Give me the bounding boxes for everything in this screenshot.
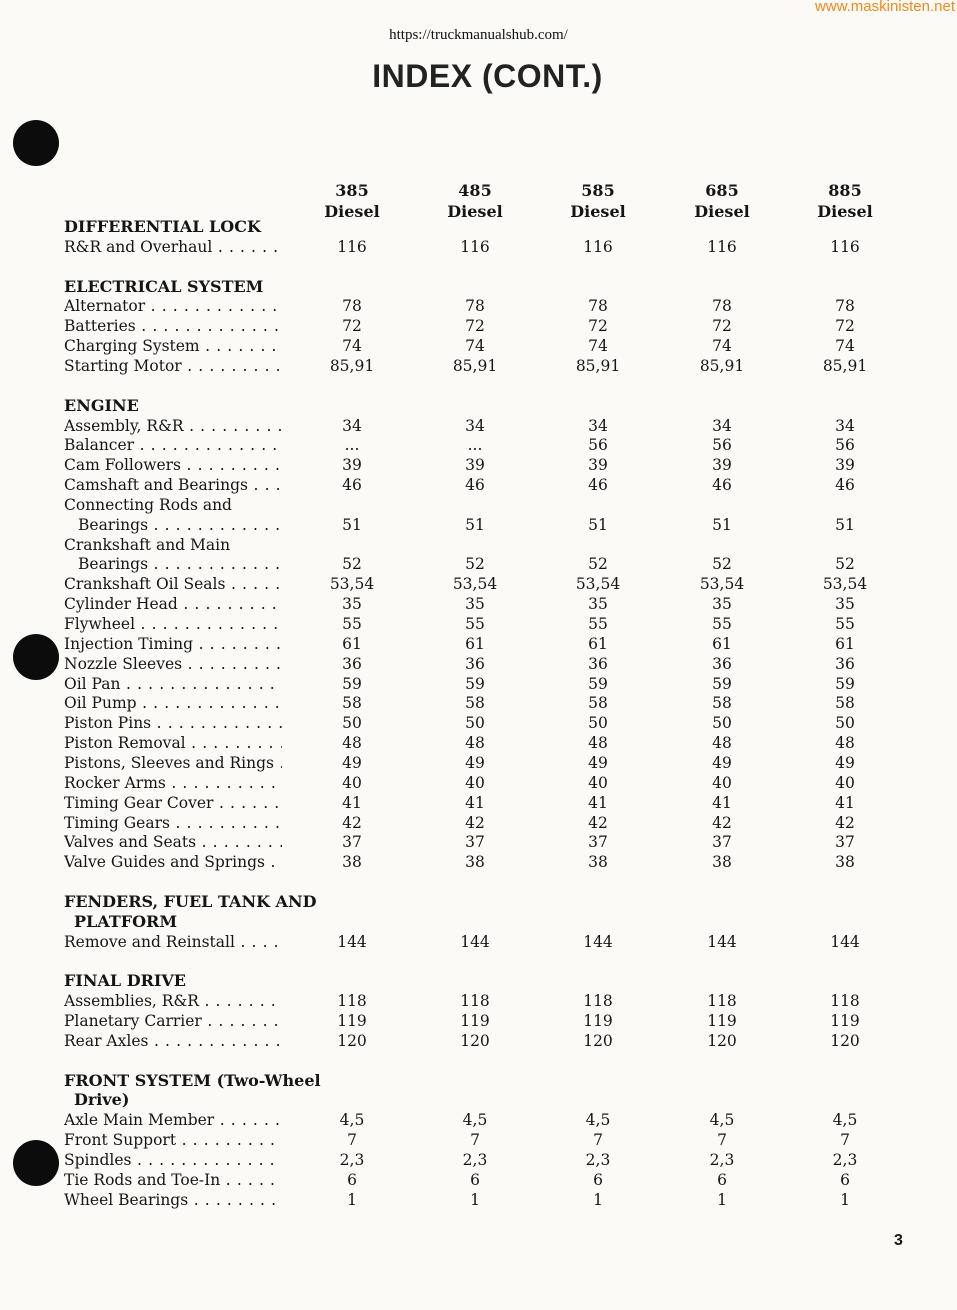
- index-entry-row: [64, 634, 944, 654]
- index-entry-row: [64, 693, 944, 713]
- page-ref-585: 85,91: [575, 356, 621, 375]
- page-ref-685: 116: [707, 237, 737, 256]
- page-ref-585: 41: [588, 793, 608, 812]
- page-ref-585: 39: [588, 456, 608, 475]
- page-ref-885: 49: [835, 753, 855, 772]
- page-ref-585: 6: [593, 1170, 603, 1189]
- page-ref-585: 144: [583, 932, 613, 951]
- column-type: Diesel: [817, 202, 873, 221]
- page-ref-385: 38: [342, 853, 362, 872]
- page-ref-885: 58: [835, 694, 855, 713]
- column-header-485: [430, 180, 520, 222]
- index-entry-row: [64, 1190, 944, 1210]
- page-ref-885: 78: [835, 297, 855, 316]
- section-heading-row: [64, 971, 944, 991]
- page-ref-885: 144: [830, 932, 860, 951]
- page-ref-485: 34: [465, 416, 485, 435]
- page-ref-685: 37: [712, 833, 732, 852]
- entry-label: Timing Gears . . .: [64, 813, 282, 833]
- page-ref-685: 34: [712, 416, 732, 435]
- page-ref-685: 2,3: [709, 1150, 735, 1169]
- section-heading: PLATFORM: [74, 911, 178, 931]
- page-ref-485: 50: [465, 714, 485, 733]
- entry-label: Camshaft and Bearings . . .: [64, 475, 282, 495]
- page-ref-685: 40: [712, 773, 732, 792]
- entry-label: Crankshaft and Main: [64, 535, 231, 554]
- page-ref-385: 34: [342, 416, 362, 435]
- page-ref-585: 116: [583, 237, 613, 256]
- entry-label: Balancer . . .: [64, 435, 282, 455]
- page-ref-585: 2,3: [585, 1150, 611, 1169]
- entry-label: Valve Guides and Springs . . .: [64, 852, 282, 872]
- column-header-385: [307, 180, 397, 222]
- page-ref-585: 34: [588, 416, 608, 435]
- page-ref-585: 56: [588, 436, 608, 455]
- page-ref-485: 35: [465, 595, 485, 614]
- page-ref-885: 74: [835, 337, 855, 356]
- page-ref-485: 7: [470, 1131, 480, 1150]
- entry-label: Wheel Bearings . . .: [64, 1190, 282, 1210]
- entry-label: Injection Timing . . .: [64, 634, 282, 654]
- column-model: 585: [581, 181, 615, 200]
- page-ref-585: 50: [588, 714, 608, 733]
- entry-label: Alternator . . .: [64, 296, 282, 316]
- entry-label: Tie Rods and Toe-In . . .: [64, 1170, 282, 1190]
- page-ref-585: 42: [588, 813, 608, 832]
- page-ref-885: 56: [835, 436, 855, 455]
- index-entry-row: [64, 475, 944, 495]
- entry-label: Oil Pan . . .: [64, 674, 282, 694]
- page-ref-485: 74: [465, 337, 485, 356]
- page-ref-885: 42: [835, 813, 855, 832]
- page-ref-585: 35: [588, 595, 608, 614]
- page-ref-885: 6: [840, 1170, 850, 1189]
- index-entry-row: [64, 336, 944, 356]
- page-ref-385: 49: [342, 753, 362, 772]
- column-type: Diesel: [570, 202, 626, 221]
- page-ref-485: 118: [460, 992, 490, 1011]
- page-ref-485: 144: [460, 932, 490, 951]
- watermark-text: www.maskinisten.net: [814, 0, 955, 15]
- page-ref-585: 120: [583, 1031, 613, 1050]
- page-ref-485: 49: [465, 753, 485, 772]
- page-ref-485: 6: [470, 1170, 480, 1189]
- page-ref-585: 78: [588, 297, 608, 316]
- page-ref-485: 1: [470, 1190, 480, 1209]
- page-ref-385: 55: [342, 615, 362, 633]
- page-ref-885: 119: [830, 1012, 860, 1030]
- page-ref-685: 119: [707, 1012, 737, 1030]
- page-ref-885: 34: [835, 416, 855, 435]
- page-ref-585: 48: [588, 734, 608, 753]
- page-ref-385: 40: [342, 773, 362, 792]
- entry-label: Charging System . . .: [64, 336, 282, 356]
- page-ref-585: 118: [583, 992, 613, 1011]
- page-ref-485: 78: [465, 297, 485, 316]
- page-ref-585: 74: [588, 337, 608, 356]
- section-heading: FRONT SYSTEM (Two-Wheel: [64, 1070, 321, 1090]
- page-ref-585: 46: [588, 476, 608, 495]
- column-header-585: [553, 180, 643, 222]
- index-entry-row: [64, 535, 944, 555]
- page-ref-485: 119: [460, 1012, 490, 1030]
- page-ref-885: 1: [840, 1190, 850, 1209]
- page-ref-485: 116: [460, 237, 490, 256]
- page-ref-585: 58: [588, 694, 608, 713]
- binder-hole-middle: [13, 634, 59, 680]
- page-ref-385: ...: [344, 436, 360, 455]
- page-ref-585: 38: [588, 853, 608, 872]
- index-entry-row: [64, 574, 944, 594]
- page-ref-585: 37: [588, 833, 608, 852]
- page-ref-885: 41: [835, 793, 855, 812]
- page-ref-685: 38: [712, 853, 732, 872]
- entry-label: Flywheel . . .: [64, 614, 282, 634]
- page-ref-685: 46: [712, 476, 732, 495]
- page-ref-485: 39: [465, 456, 485, 475]
- page-ref-585: 59: [588, 674, 608, 693]
- page-ref-585: 119: [583, 1012, 613, 1030]
- page-ref-485: 40: [465, 773, 485, 792]
- page-ref-685: 52: [712, 555, 732, 574]
- entry-label: Assemblies, R&R . . .: [64, 991, 282, 1011]
- page-ref-885: 52: [835, 555, 855, 574]
- page-ref-885: 59: [835, 674, 855, 693]
- page-ref-685: 6: [717, 1170, 727, 1189]
- page-ref-385: 119: [337, 1012, 367, 1030]
- entry-label: Cam Followers . . .: [64, 455, 282, 475]
- column-model: 485: [458, 181, 492, 200]
- page-ref-485: 48: [465, 734, 485, 753]
- page-ref-585: 7: [593, 1131, 603, 1150]
- page-ref-385: 51: [342, 515, 362, 534]
- page-ref-885: 2,3: [832, 1150, 858, 1169]
- index-entry-row: [64, 495, 944, 515]
- page-ref-885: 53,54: [822, 575, 868, 594]
- page-ref-685: 118: [707, 992, 737, 1011]
- page-ref-685: 58: [712, 694, 732, 713]
- entry-label: Spindles . . .: [64, 1150, 282, 1170]
- section-heading-row: [64, 912, 944, 932]
- page-ref-385: 59: [342, 674, 362, 693]
- page-ref-385: 118: [337, 992, 367, 1011]
- page-ref-685: 49: [712, 753, 732, 772]
- index-entry-row: [64, 1130, 944, 1150]
- entry-label: Valves and Seats . . .: [64, 832, 282, 852]
- page-ref-885: 46: [835, 476, 855, 495]
- page-ref-385: 37: [342, 833, 362, 852]
- entry-label: Piston Removal . . .: [64, 733, 282, 753]
- page-ref-685: 56: [712, 436, 732, 455]
- page-ref-385: 7: [347, 1131, 357, 1150]
- entry-label: Nozzle Sleeves . . .: [64, 654, 282, 674]
- page-ref-485: 46: [465, 476, 485, 495]
- index-entry-row: [64, 753, 944, 773]
- entry-label: Rear Axles . . .: [64, 1031, 282, 1051]
- page-ref-585: 36: [588, 654, 608, 673]
- column-header-685: [677, 180, 767, 222]
- page-ref-885: 72: [835, 317, 855, 336]
- page-ref-885: 51: [835, 515, 855, 534]
- entry-label: Planetary Carrier . . .: [64, 1011, 282, 1031]
- index-entry-row: [64, 515, 944, 535]
- page-ref-485: 38: [465, 853, 485, 872]
- index-entry-row: [64, 316, 944, 336]
- page-ref-885: 7: [840, 1131, 850, 1150]
- page-ref-685: 41: [712, 793, 732, 812]
- page-ref-685: 48: [712, 734, 732, 753]
- section-heading-row: [64, 1090, 944, 1110]
- page-ref-685: 53,54: [699, 575, 745, 594]
- index-entry-row: [64, 1031, 944, 1051]
- index-entry-row: [64, 991, 944, 1011]
- entry-label: Batteries . . .: [64, 316, 282, 336]
- page-ref-385: 144: [337, 932, 367, 951]
- page-ref-385: 39: [342, 456, 362, 475]
- page-ref-485: 2,3: [462, 1150, 488, 1169]
- page-ref-685: 36: [712, 654, 732, 673]
- page-ref-485: 85,91: [452, 356, 498, 375]
- page-ref-485: 41: [465, 793, 485, 812]
- page-ref-585: 1: [593, 1190, 603, 1209]
- page-ref-685: 50: [712, 714, 732, 733]
- page-ref-685: 42: [712, 813, 732, 832]
- index-entry-row: [64, 1150, 944, 1170]
- index-entry-row: [64, 852, 944, 872]
- index-entry-row: [64, 1011, 944, 1031]
- page-ref-685: 55: [712, 615, 732, 633]
- section-heading-row: [64, 396, 944, 416]
- page-ref-385: 52: [342, 555, 362, 574]
- entry-label: Rocker Arms . . .: [64, 773, 282, 793]
- page-ref-585: 40: [588, 773, 608, 792]
- binder-hole-top: [13, 120, 59, 166]
- page-ref-685: 1: [717, 1190, 727, 1209]
- page-ref-685: 61: [712, 634, 732, 653]
- section-heading-row: [64, 892, 944, 912]
- page-ref-885: 35: [835, 595, 855, 614]
- index-entry-row: [64, 1110, 944, 1130]
- page-ref-885: 85,91: [822, 356, 868, 375]
- page-ref-385: 35: [342, 595, 362, 614]
- page-ref-485: 61: [465, 634, 485, 653]
- page-ref-385: 53,54: [329, 575, 375, 594]
- page-ref-685: 35: [712, 595, 732, 614]
- index-entry-row: [64, 1170, 944, 1190]
- page-ref-385: 1: [347, 1190, 357, 1209]
- column-header-885: [800, 180, 890, 222]
- entry-label: R&R and Overhaul . . .: [64, 237, 282, 257]
- page-ref-385: 120: [337, 1031, 367, 1050]
- page-ref-585: 51: [588, 515, 608, 534]
- page-ref-485: 4,5: [462, 1111, 488, 1130]
- index-entry-row: [64, 813, 944, 833]
- page-ref-385: 48: [342, 734, 362, 753]
- entry-label: Remove and Reinstall . . .: [64, 932, 282, 952]
- page-ref-385: 61: [342, 634, 362, 653]
- index-entry-row: [64, 435, 944, 455]
- page-ref-385: 6: [347, 1170, 357, 1189]
- column-type: Diesel: [447, 202, 503, 221]
- column-model: 685: [705, 181, 739, 200]
- section-heading: Drive): [74, 1090, 130, 1110]
- index-entry-row: [64, 674, 944, 694]
- page-ref-485: 53,54: [452, 575, 498, 594]
- page-ref-885: 39: [835, 456, 855, 475]
- page-ref-485: 37: [465, 833, 485, 852]
- page-ref-485: 55: [465, 615, 485, 633]
- page-number: 3: [894, 1232, 903, 1249]
- page-ref-685: 144: [707, 932, 737, 951]
- index-entry-row: [64, 713, 944, 733]
- page-ref-385: 4,5: [339, 1111, 365, 1130]
- section-heading-row: [64, 277, 944, 297]
- page-ref-485: ...: [467, 436, 483, 455]
- page-ref-385: 50: [342, 714, 362, 733]
- page-ref-385: 36: [342, 654, 362, 673]
- page-ref-385: 46: [342, 476, 362, 495]
- page-ref-385: 58: [342, 694, 362, 713]
- page-ref-685: 4,5: [709, 1111, 735, 1130]
- section-heading: ELECTRICAL SYSTEM: [64, 276, 264, 296]
- page-ref-385: 41: [342, 793, 362, 812]
- page-ref-485: 52: [465, 555, 485, 574]
- entry-label: Cylinder Head . . .: [64, 594, 282, 614]
- page-ref-685: 51: [712, 515, 732, 534]
- page-ref-685: 59: [712, 674, 732, 693]
- entry-label: Starting Motor . . .: [64, 356, 282, 376]
- column-model: 385: [335, 181, 369, 200]
- index-entry-row: [64, 733, 944, 753]
- page-ref-385: 42: [342, 813, 362, 832]
- entry-label: Assembly, R&R . . .: [64, 416, 282, 436]
- index-entry-row: [64, 832, 944, 852]
- page-ref-585: 49: [588, 753, 608, 772]
- source-url: https://truckmanualshub.com/: [389, 27, 568, 43]
- page-ref-685: 78: [712, 297, 732, 316]
- page-ref-585: 53,54: [575, 575, 621, 594]
- entry-label: Front Support . . .: [64, 1130, 282, 1150]
- index-entry-row: [64, 237, 944, 257]
- index-entry-row: [64, 793, 944, 813]
- index-entry-row: [64, 932, 944, 952]
- page-ref-485: 59: [465, 674, 485, 693]
- binder-hole-bottom: [13, 1140, 59, 1186]
- page-ref-885: 4,5: [832, 1111, 858, 1130]
- index-entry-row: [64, 296, 944, 316]
- column-type: Diesel: [324, 202, 380, 221]
- entry-label: Connecting Rods and: [64, 495, 232, 514]
- page-ref-485: 42: [465, 813, 485, 832]
- page-ref-685: 7: [717, 1131, 727, 1150]
- page-ref-885: 50: [835, 714, 855, 733]
- page-ref-885: 118: [830, 992, 860, 1011]
- page-ref-885: 61: [835, 634, 855, 653]
- page-ref-885: 36: [835, 654, 855, 673]
- page-ref-885: 120: [830, 1031, 860, 1050]
- entry-label: Piston Pins . . .: [64, 713, 282, 733]
- column-model: 885: [828, 181, 862, 200]
- section-heading: FENDERS, FUEL TANK AND: [64, 891, 317, 911]
- page-ref-485: 36: [465, 654, 485, 673]
- entry-label: Bearings . . .: [78, 554, 282, 574]
- page-ref-485: 58: [465, 694, 485, 713]
- column-type: Diesel: [694, 202, 750, 221]
- entry-label: Crankshaft Oil Seals . . .: [64, 574, 282, 594]
- page-ref-885: 116: [830, 237, 860, 256]
- page-ref-885: 38: [835, 853, 855, 872]
- page-ref-885: 55: [835, 615, 855, 633]
- entry-label: Oil Pump . . .: [64, 693, 282, 713]
- page-ref-585: 61: [588, 634, 608, 653]
- index-entry-row: [64, 356, 944, 376]
- page-title: INDEX (CONT.): [372, 58, 603, 94]
- page-ref-485: 72: [465, 317, 485, 336]
- entry-label: Axle Main Member . . .: [64, 1110, 282, 1130]
- page-ref-585: 4,5: [585, 1111, 611, 1130]
- index-entry-row: [64, 594, 944, 614]
- page-ref-685: 120: [707, 1031, 737, 1050]
- page-ref-685: 72: [712, 317, 732, 336]
- section-heading-row: [64, 1071, 944, 1091]
- page-ref-685: 39: [712, 456, 732, 475]
- page-ref-385: 2,3: [339, 1150, 365, 1169]
- page-ref-485: 120: [460, 1031, 490, 1050]
- page-ref-585: 55: [588, 615, 608, 633]
- page-ref-385: 74: [342, 337, 362, 356]
- page-ref-685: 74: [712, 337, 732, 356]
- page-ref-885: 48: [835, 734, 855, 753]
- page-ref-885: 37: [835, 833, 855, 852]
- index-entry-row: [64, 416, 944, 436]
- entry-label: Pistons, Sleeves and Rings . . .: [64, 753, 282, 773]
- index-entry-row: [64, 773, 944, 793]
- page-ref-585: 72: [588, 317, 608, 336]
- page-ref-385: 85,91: [329, 356, 375, 375]
- page-ref-885: 40: [835, 773, 855, 792]
- index-entry-row: [64, 455, 944, 475]
- page-ref-385: 116: [337, 237, 367, 256]
- section-heading: FINAL DRIVE: [64, 971, 186, 991]
- page-ref-385: 78: [342, 297, 362, 316]
- section-heading: ENGINE: [64, 395, 139, 415]
- page-ref-585: 52: [588, 555, 608, 574]
- page-ref-685: 85,91: [699, 356, 745, 375]
- index-entry-row: [64, 654, 944, 674]
- page-ref-385: 72: [342, 317, 362, 336]
- index-entry-row: [64, 554, 944, 574]
- entry-label: Bearings . . .: [78, 515, 282, 535]
- index-entry-row: [64, 614, 944, 634]
- section-heading: DIFFERENTIAL LOCK: [64, 217, 261, 236]
- section-heading-row: [64, 217, 944, 237]
- page-ref-485: 51: [465, 515, 485, 534]
- entry-label: Timing Gear Cover . . .: [64, 793, 282, 813]
